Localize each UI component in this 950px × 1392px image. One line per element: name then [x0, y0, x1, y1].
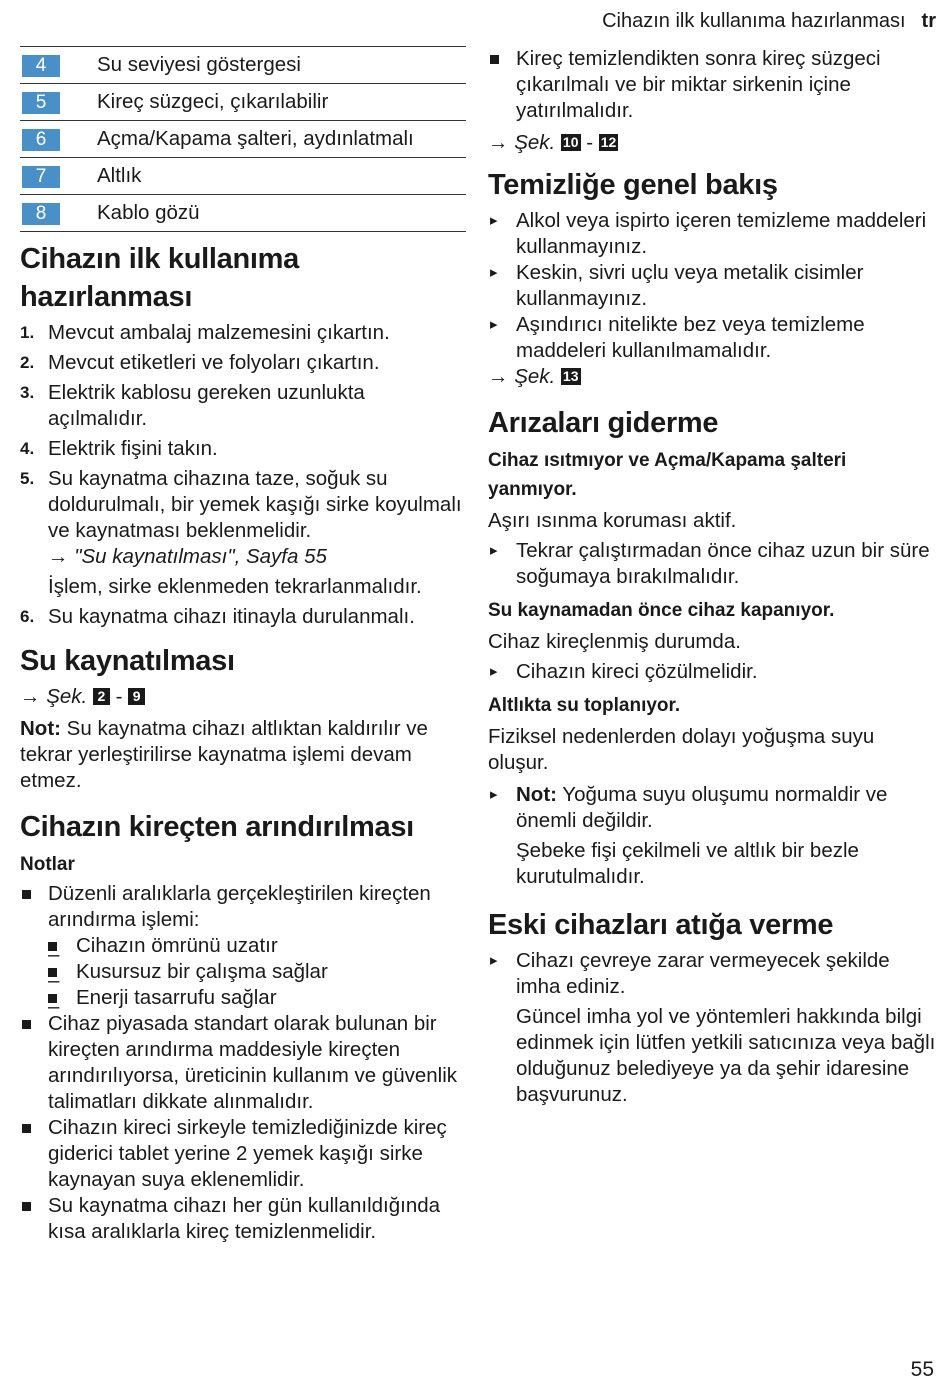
list-item: Cihaz piyasada standart olarak bulunan bir kireçten arındırma maddesiyle kireçten arındırılıyorsa, üreticinin kullanım ve güvenlik talimatları dikkate alınmalıdır.	[20, 1011, 466, 1115]
problem-fix	[488, 538, 938, 590]
part-number: 7	[22, 166, 60, 188]
figure-badge: 12	[600, 134, 617, 150]
boil-heading: Su kaynatılması	[20, 645, 235, 677]
part-label: Su seviyesi göstergesi	[97, 53, 301, 76]
language-code: tr	[921, 10, 936, 32]
table-row	[20, 84, 466, 121]
list-item: ▸ Aşındırıcı nitelikte bez veya temizleme maddeleri kullanılmamalıdır.	[488, 312, 938, 364]
disposal-list	[488, 948, 938, 1108]
figure-badge: 13	[562, 368, 579, 384]
cleaning-heading: Temizliğe genel bakış	[488, 169, 778, 201]
notes-title: Notlar	[20, 854, 75, 875]
problem-fix	[488, 782, 938, 890]
list-item: ▸ Tekrar çalıştırmadan önce cihaz uzun bir süre soğumaya bırakılmalıdır.	[488, 538, 938, 590]
list-item: ▸ Cihazın kireci çözülmelidir.	[488, 659, 938, 685]
step-note: İşlem, sirke eklenmeden tekrarlanmalıdır.	[48, 575, 422, 598]
problem-title: Altlıkta su toplanıyor.	[488, 695, 681, 716]
list-item: ▸ Not: Yoğuma suyu oluşumu normaldir ve önemli değildir. Şebeke fişi çekilmeli ve altlık bir bezle kurutulmalıdır.	[488, 782, 938, 890]
disposal-heading: Eski cihazları atığa verme	[488, 909, 834, 941]
part-label: Kablo gözü	[97, 201, 200, 224]
cleaning-list	[488, 208, 938, 364]
running-header	[602, 8, 936, 34]
figure-reference: → Şek. 10 - 12	[488, 131, 617, 154]
list-item: ▸ Alkol veya ispirto içeren temizleme maddeleri kullanmayınız.	[488, 208, 938, 260]
list-item: Düzenli aralıklarla gerçekleştirilen kireçten arındırma işlemi: – Cihazın ömrünü uzatır – Kusursuz bir çalışma sağlar – Enerji tasarrufu sağlar	[20, 881, 466, 1011]
problem-cause: Fiziksel nedenlerden dolayı yoğuşma suyu oluşur.	[488, 725, 875, 774]
parts-table	[20, 46, 466, 232]
table-row	[20, 158, 466, 195]
list-item: – Enerji tasarrufu sağlar	[48, 985, 466, 1011]
right-column	[488, 46, 938, 1108]
figure-badge: 9	[128, 688, 145, 705]
list-item: 4. Elektrik fişini takın.	[20, 437, 218, 460]
disposal-detail: Güncel imha yol ve yöntemleri hakkında bilgi edinmek için lütfen yetkili satıcınıza veya bağlı olduğunuz belediyeye ya da şehir idaresine başvurunuz.	[516, 1005, 936, 1106]
table-row	[20, 121, 466, 158]
part-number: 5	[22, 92, 60, 114]
list-item: 1. Mevcut ambalaj malzemesini çıkartın.	[20, 321, 390, 344]
problem-title: Cihaz ısıtmıyor ve Açma/Kapama şalteri yanmıyor.	[488, 450, 847, 500]
list-item: Cihazın kireci sirkeyle temizlediğinizde kireç giderici tablet yerine 2 yemek kaşığı sirke kaynayan suya eklenemlidir.	[20, 1115, 466, 1193]
descale-notes	[20, 881, 466, 1245]
list-item: – Cihazın ömrünü uzatır	[48, 933, 466, 959]
descale-notes-continued	[488, 46, 938, 124]
part-number: 4	[22, 55, 60, 77]
figure-badge: 2	[93, 688, 110, 705]
trouble-heading: Arızaları giderme	[488, 407, 719, 439]
part-label: Kireç süzgeci, çıkarılabilir	[97, 90, 329, 113]
part-number: 8	[22, 203, 60, 225]
figure-reference: → Şek. 13	[488, 365, 579, 388]
list-item: 3. Elektrik kablosu gereken uzunlukta açılmalıdır.	[20, 381, 365, 430]
table-row	[20, 47, 466, 84]
list-item: ▸ Keskin, sivri uçlu veya metalik cisimler kullanmayınız.	[488, 260, 938, 312]
table-row	[20, 195, 466, 232]
boil-note: Not: Su kaynatma cihazı altlıktan kaldırılır ve tekrar yerleştirilirse kaynatma işlemi devam etmez.	[20, 717, 428, 792]
part-number: 6	[22, 129, 60, 151]
list-item: 5. Su kaynatma cihazına taze, soğuk su doldurulmalı, bir yemek kaşığı sirke koyulmalı ve kaynatması beklenmelidir. → "Su kaynatılması", Sayfa 55 İşlem, sirke eklenmeden tekrarlanmalıdır.	[20, 466, 466, 600]
part-label: Altlık	[97, 164, 142, 187]
figure-reference: → Şek. 2 - 9	[20, 684, 466, 710]
problem-cause: Aşırı ısınma koruması aktif.	[488, 509, 737, 532]
part-label: Açma/Kapama şalteri, aydınlatmalı	[97, 127, 414, 150]
setup-steps	[20, 320, 466, 630]
descale-heading: Cihazın kireçten arındırılması	[20, 811, 414, 843]
list-item: Su kaynatma cihazı her gün kullanıldığında kısa aralıklarla kireç temizlenmelidir.	[20, 1193, 466, 1245]
figure-badge: 10	[562, 134, 579, 150]
page-reference-link[interactable]: → "Su kaynatılması", Sayfa 55	[48, 545, 327, 568]
problem-title: Su kaynamadan önce cihaz kapanıyor.	[488, 600, 835, 621]
page-number: 55	[910, 1358, 934, 1381]
problem-fix	[488, 659, 938, 685]
header-title: Cihazın ilk kullanıma hazırlanması	[602, 10, 906, 32]
list-item: 2. Mevcut etiketleri ve folyoları çıkartın.	[20, 351, 380, 374]
list-item: Kireç temizlendikten sonra kireç süzgeci çıkarılmalı ve bir miktar sirkenin içine yatırılmalıdır.	[488, 46, 938, 124]
list-item: 6. Su kaynatma cihazı itinayla durulanmalı.	[20, 605, 415, 628]
problem-cause: Cihaz kireçlenmiş durumda.	[488, 630, 741, 653]
list-item: – Kusursuz bir çalışma sağlar	[48, 959, 466, 985]
list-item: ▸ Cihazı çevreye zarar vermeyecek şekilde imha ediniz. Güncel imha yol ve yöntemleri hakkında bilgi edinmek için lütfen yetkili satıcınıza veya bağlı olduğunuz belediyeye ya da şehir idaresine başvurunuz.	[488, 948, 938, 1108]
fix-detail: Şebeke fişi çekilmeli ve altlık bir bezle kurutulmalıdır.	[516, 839, 859, 888]
left-column	[20, 46, 466, 1245]
benefit-list	[48, 933, 466, 1011]
setup-heading: Cihazın ilk kullanıma hazırlanması	[20, 243, 299, 313]
